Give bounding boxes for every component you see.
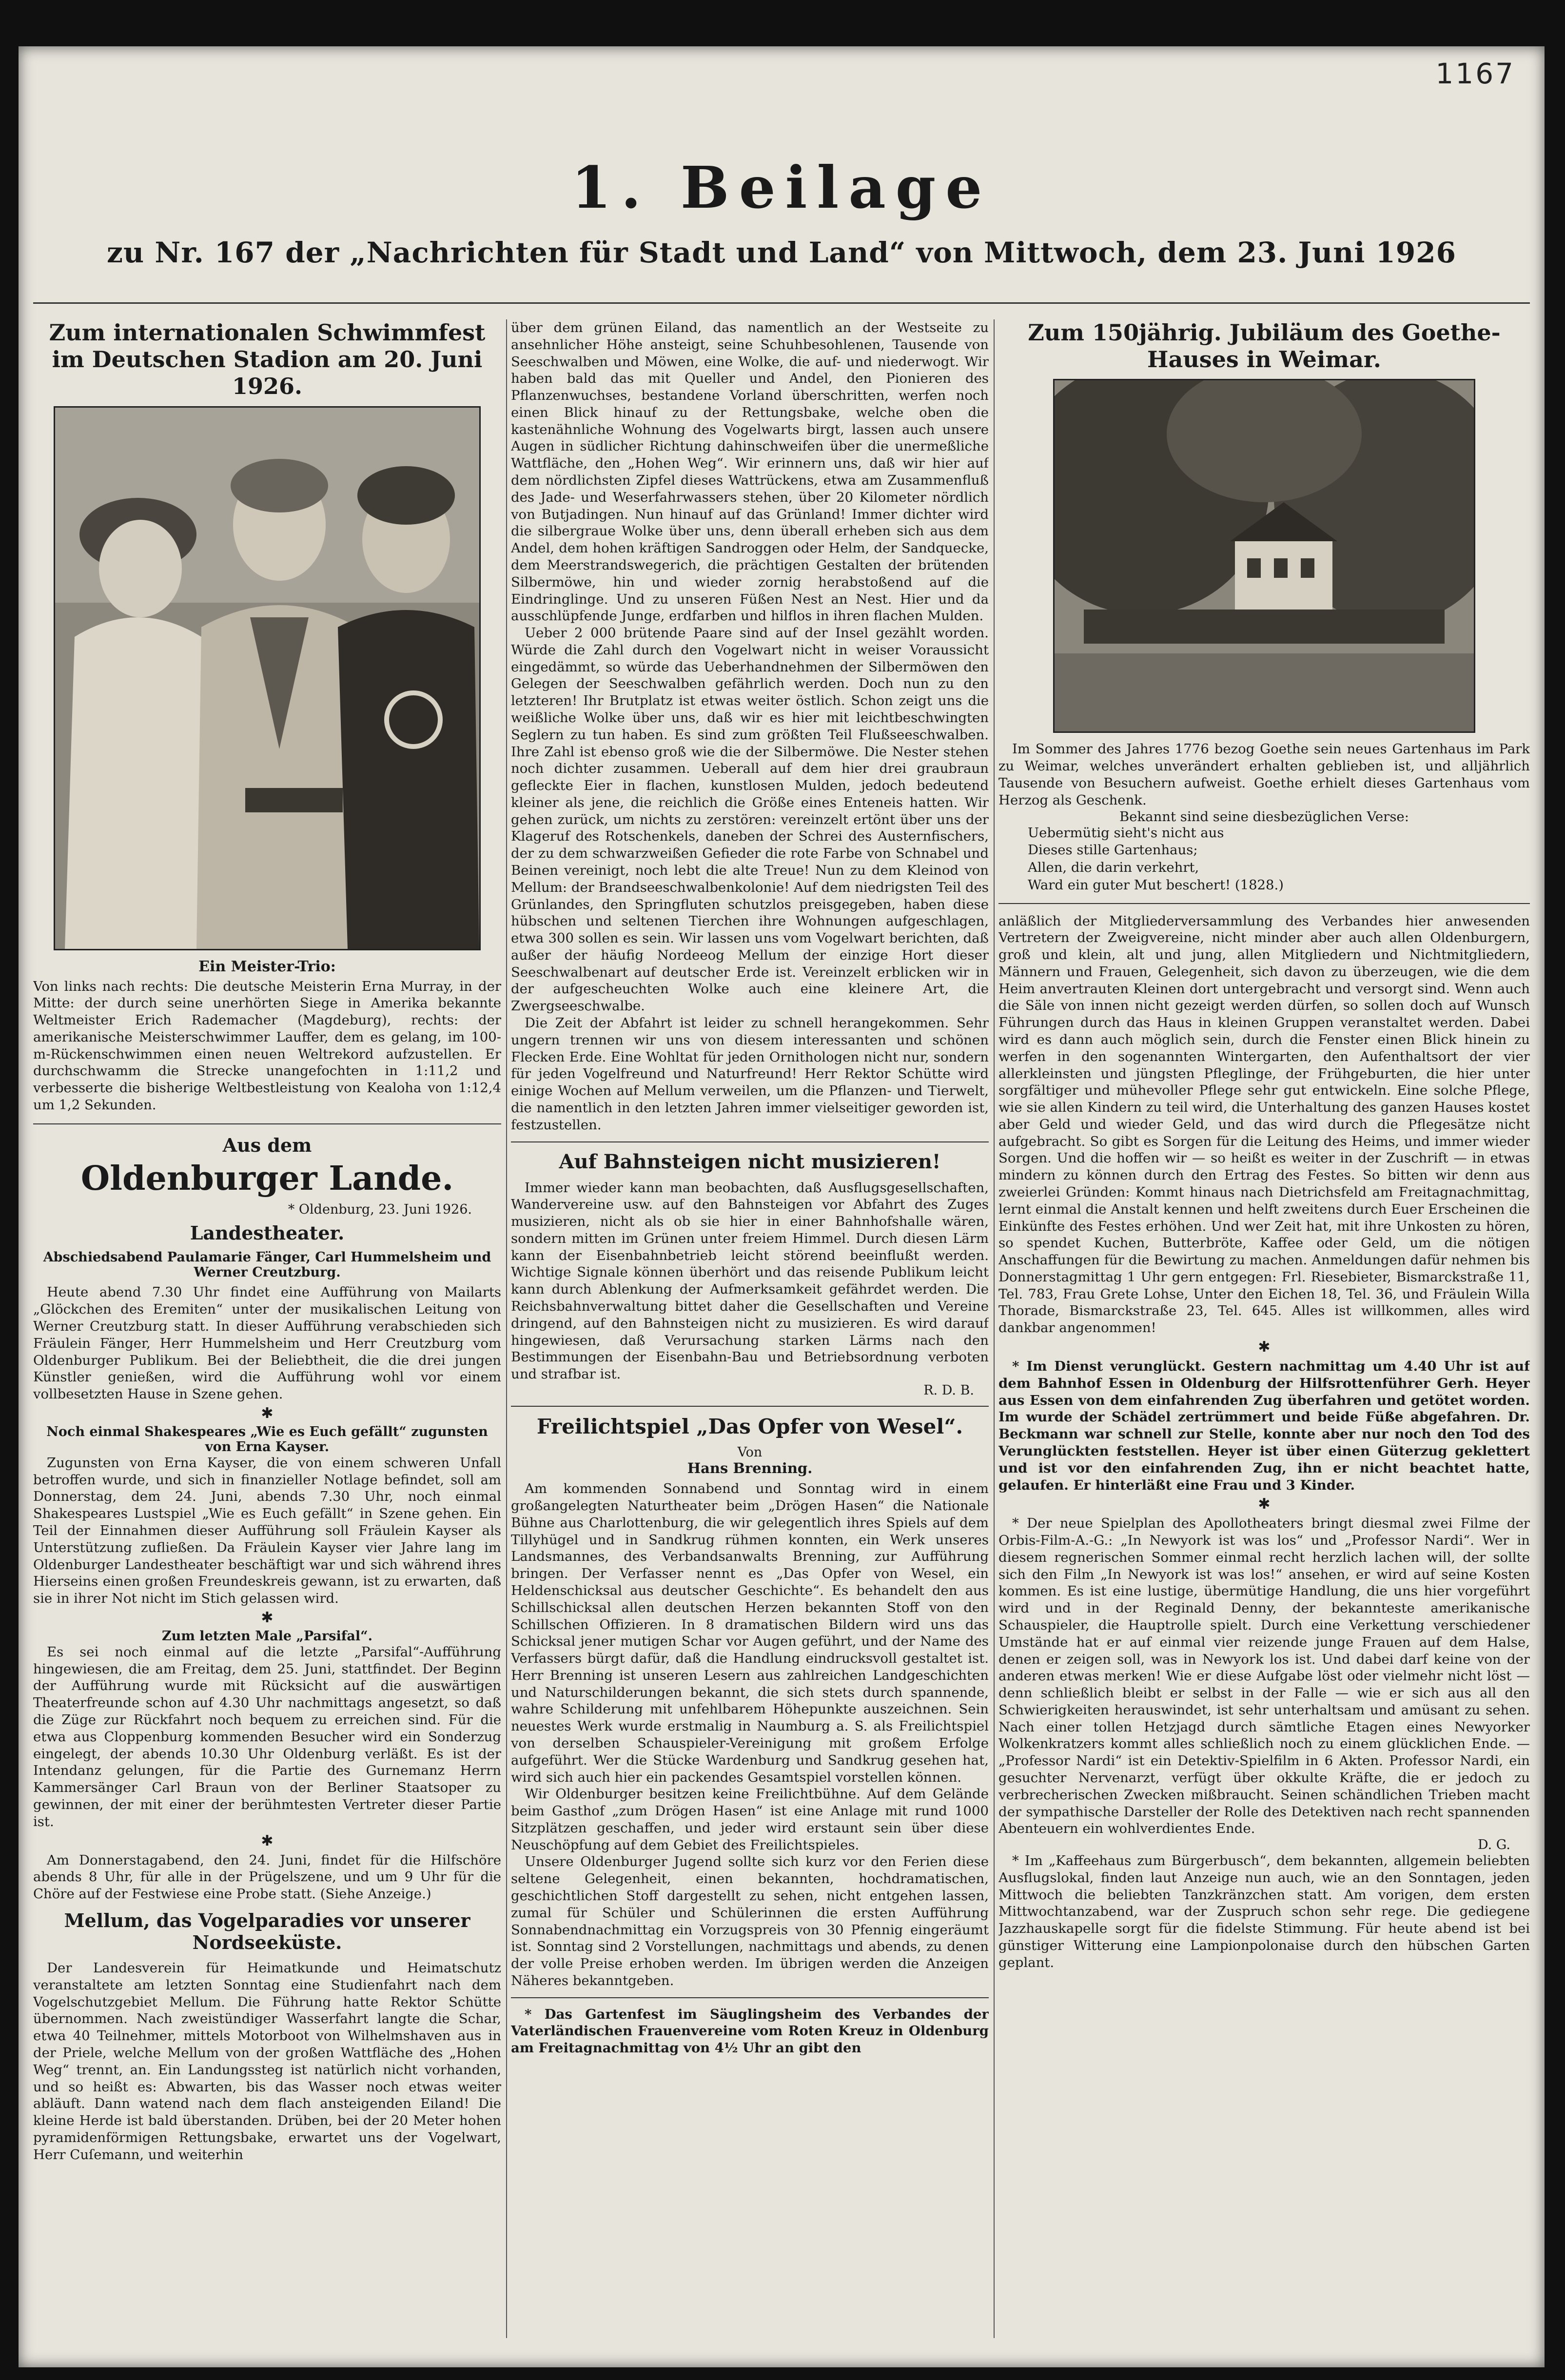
bahnsteig-headline: Auf Bahnsteigen nicht musizieren! — [559, 1150, 941, 1173]
wesel-von: Von — [737, 1445, 763, 1460]
goethe-headline: Zum 150jährig. Jubiläum des Goethe-Hauses in Weimar. — [1028, 319, 1501, 373]
theater-subhead: Abschiedsabend Paulamarie Fänger, Carl Hummelsheim und Werner Creutzburg. — [43, 1250, 491, 1280]
photo-caption-title: Ein Meister-Trio: — [198, 958, 336, 975]
theater-paragraph: Heute abend 7.30 Uhr findet eine Aufführung von Mailarts „Glöckchen des Eremiten“ unter der musikalischen Leitung von Werner Creutzburg statt. In dieser Aufführung verabschieden sich Fräulein Fänger, Herr Hummelsheim und Herr Creutzburg vom Oldenburger Publikum. Bei der Beliebtheit, die die drei jungen Künstler genießen, wird die Aufführung wohl vor einem vollbesetzten Hause in Szene gehen. — [33, 1284, 501, 1402]
page-number: 1167 — [1435, 57, 1515, 90]
supplement-title: 1. Beilage — [571, 154, 992, 221]
accident-paragraph: * Im Dienst verunglückt. Gestern nachmittag um 4.40 Uhr ist auf dem Bahnhof Essen in Oldenburg der Hilfsrottenführer Gerh. Heyer aus Essen von dem einfahrenden Zug überfahren und getötet worden. Im wurde der Schädel zertrümmert und beide Füße abgefahren. Dr. Beckmann war schnell zur Stelle, konnte aber nur noch den Tod des Verunglückten feststellen. Heyer ist über einen Güterzug geklettert und ist vor den einfahrenden Zug, ihn er nicht beachtet hatte, gelaufen. Er hinterläßt eine Frau und 3 Kinder. — [998, 1358, 1530, 1493]
apollotheater-signature: D. G. — [1477, 1837, 1510, 1853]
mellum-paragraph: Der Landesverein für Heimatkunde und Heimatschutz veranstaltete am letzten Sonntag eine Studienfahrt nach dem Vogelschutzgebiet Mellum. Die Führung hatte Rektor Schütte übernommen. Nach zweistündiger Wasserfahrt langte die Schar, etwa 40 Teilnehmer, mittels Motorboot von Wilhelmshaven aus in der Priele, welche Mellum von der großen Wattfläche des „Hohen Weg“ trennt, an. Ein Landungssteg ist natürlich nicht vorhanden, und so heißt es: Abwarten, bis das Wasser noch etwas weiter abläuft. Dann watend nach dem flach ansteigenden Eiland! Die kleine Herde ist bald überstanden. Drüben, bei der 20 Meter hohen pyramidenförmigen Rettungsbake, erwartet uns der Vogelwart, Herr Cuſemann, und weiterhin — [33, 1960, 501, 2163]
separator-star: ✱ — [261, 1832, 274, 1849]
column-divider — [506, 319, 507, 2338]
bahnsteig-signature: R. D. B. — [923, 1382, 974, 1398]
swim-headline: Zum internationalen Schwimmfest im Deutschen Stadion am 20. Juni 1926. — [49, 319, 486, 400]
swimmers-photo — [54, 406, 481, 950]
section-rule — [998, 903, 1530, 904]
separator-star: ✱ — [1258, 1338, 1271, 1356]
gartenfest-paragraph: * Das Gartenfest im Säuglingsheim des Verbandes der Vaterländischen Frauenvereine vom Roten Kreuz in Oldenburg am Freitagnachmittag von 4½ Uhr an gibt den — [511, 2006, 989, 2056]
gartenfest-cont-paragraph: anläßlich der Mitgliederversammlung des Verbandes hier anwesenden Vertretern der Zweigvereine, nicht minder aber auch allen Oldenburgern, groß und klein, alt und jung, allen Mitgliedern und Nichtmitgliedern, Männern und Frauen, Gelegenheit, sich davon zu überzeugen, wie die dem Heim anvertrauten Kleinen dort untergebracht und versorgt sind. Wenn auch die Säle von innen nicht gezeigt werden dürfen, so sollen doch auf Wunsch Führungen durch das Haus in kleinen Gruppen veranstaltet werden. Dabei wird es dann auch möglich sein, durch die Fenster einen Blick hinein zu werfen in den sogenannten Wintergarten, den Aufenthaltsort der vier allerkleinsten und jüngsten Pfleglinge, der Frühgeburten, die hier unter sorgfältiger und mühevoller Pflege sehr gut entwickeln. Eine solche Pflege, wie sie allen Kindern zu teil wird, die Unterhaltung des ganzen Hauses kostet aber Geld und wieder Geld, und das wird durch die Pflegesätze nicht aufgebracht. So gibt es Sorgen für die Leitung des Heims, und immer wieder Sorgen. Und die hoffen wir — so heißt es weiter in der Zuschrift — in etwas mindern zu können durch den Ertrag des Festes. So bitten wir denn aus zweierlei Gründen: Kommt hinaus nach Dietrichsfeld am Freitagnachmittag, lernt einmal die Anstalt kennen und helft zweitens durch Euer Erscheinen die Einkünfte des Festes erhöhen. Und wer Zeit hat, mit ihre Unkosten zu hören, so spendet Kuchen, Butterbröte, Kaffee oder Geld, um die nötigen Anschaffungen für die Bewirtung zu machen. Anmeldungen dafür nehmen bis Donnerstagmittag 1 Uhr gern entgegen: Frl. Riesebieter, Bismarckstraße 11, Tel. 783, Frau Grete Lohse, Unter den Eichen 18, Tel. 36, und Fräulein Willa Thorade, Bismarckstraße 23, Tel. 645. Alles ist willkommen, alles wird dankbar angenommen! — [998, 913, 1530, 1336]
mellum-paragraph-2: Ueber 2 000 brütende Paare sind auf der Insel gezählt worden. Würde die Zahl durch den Vogelwart nicht in weiser Voraussicht eingedämmt, so würde das Ueberhandnehmen der Silbermöwen den Gelegen der Seeschwalben gefährlich werden. Doch nun zu den letzteren! Ihr Brutplatz ist etwas weiter östlich. Schon zeigt uns die weißliche Wolke über uns, daß wir es hier mit leichtbeschwingten Seglern zu tun haben. Es sind zum größten Teil Flußseeschwalben. Ihre Zahl ist ebenso groß wie die der Silbermöwe. Die Nester stehen noch dichter zusammen. Ueberall auf dem hier drei graubraun gefleckte Eier in flachen, kunstlosen Mulden, jedoch bedeutend kleiner als jene, die reichlich die Größe eines Enteneis hatten. Wir gehen zurück, um nichts zu zerstören: vereinzelt ertönt über uns der Klageruf des Rotschenkels, daneben der Schrei des Austernfischers, der zu dem schwarzweißen Gefieder die rote Farbe von Schnabel und Beinen vereinigt, noch lebt die alte Treue! Nun zu dem Kleinod von Mellum: der Brandseeschwalbenkolonie! Auf dem niedrigsten Teil des Grünlandes, den Springfluten schutzlos preisgegeben, haben diese hübschen und seltenen Tierchen ihre Wohnungen aufgeschlagen, etwa 300 sollen es sein. Wir lassen uns vom Vogelwart berichten, daß außer der häufig Nordeeog Mellum der einzige Hort dieser Seeschwalbenart auf deutscher Erde ist. Vereinzelt erblicken wir in der aufgescheuchten Wolke auch eine kleinere Art, die Zwergseeschwalbe. — [511, 625, 989, 1014]
bahnsteig-paragraph: Immer wieder kann man beobachten, daß Ausflugsgesellschaften, Wandervereine usw. auf den Bahnsteigen vor Abfahrt des Zuges musizieren, nicht als ob sie hier in einer Bahnhofshalle wären, sondern mitten im Grünen unter freiem Himmel. Durch diesen Lärm kann der Eisenbahnbetrieb leicht störend beeinflußt werden. Wichtige Signale können überhört und das reisende Publikum leicht kann durch Ablenkung der Aufmerksamkeit gefährdet werden. Die Reichsbahnverwaltung bittet daher die Gesellschaften und Vereine dringend, auf den Bahnsteigen nicht zu musizieren. Es wird darauf hingewiesen, daß Verursachung starken Lärms nach den Bestimmungen der Eisenbahn-Bau und Betriebsordnung verboten und strafbar ist. — [511, 1180, 989, 1382]
wesel-paragraph-1: Am kommenden Sonnabend und Sonntag wird in einem großangelegten Naturtheater beim „Drögen Hasen“ die Nationale Bühne aus Charlottenburg, die wir gelegentlich ihres Spiels auf dem Tillyhügel und in Sandkrug rühmen konnten, ein Werk unseres Landsmannes, des Verbandsanwalts Brenning, zur Aufführung bringen. Der Verfasser nennt es „Das Opfer von Wesel, ein Heldenschicksal aus deutscher Geschichte“. Es behandelt den aus Schillschicksal allen deutschen Herzen bekannten Stoff von den Schillschen Offizieren. In 8 dramatischen Bildern wird uns das Schicksal jener mutigen Schar vor Augen geführt, und der Name des Verfassers bürgt dafür, daß die Handlung eindrucksvoll gestaltet ist. Herr Brenning ist unseren Lesern aus zahlreichen Landgeschichten und Naturschilderungen bekannt, die sich stets durch spannende, wahre Schilderung mit unfehlbarem Höhepunkte auszeichnen. Sein neuestes Werk wurde erstmalig in Naumburg a. S. als Freilichtspiel von derselben Schauspieler-Vereinigung mit großem Erfolge aufgeführt. Wer die Stücke Wardenburg und Sandkrug gesehen hat, wird sich auch hier ein packendes Gesamtspiel vorstellen können. — [511, 1481, 989, 1785]
mellum-headline: Mellum, das Vogelparadies vor unserer Nordseeküste. — [64, 1909, 470, 1954]
separator-star: ✱ — [261, 1609, 274, 1626]
shakespeare-paragraph: Zugunsten von Erna Kayser, die von einem schweren Unfall betroffen wurde, und sich in finanzieller Notlage befindet, soll am Donnerstag, dem 24. Juni, abends 7.30 Uhr, noch einmal Shakespeares Lustspiel „Wie es Euch gefällt“ in Szene gehen. Ein Teil der Einnahmen dieser Aufführung soll Fräulein Kayser als Unterstützung zufließen. Da Fräulein Kayser vier Jahre lang im Oldenburger Landestheater beschäftigt war und sich während ihres Hierseins einen großen Freundeskreis gewann, ist zu erwarten, daß sie in ihrer Not nicht im Stich gelassen wird. — [33, 1455, 501, 1607]
section-rule — [511, 1141, 989, 1142]
column-1 — [33, 319, 501, 2338]
supplement-subtitle: zu Nr. 167 der „Nachrichten für Stadt und Land“ von Mittwoch, dem 23. Juni 1926 — [107, 236, 1456, 269]
apollotheater-paragraph: * Der neue Spielplan des Apollotheaters bringt diesmal zwei Filme der Orbis-Film-A.-G.: „In Newyork ist was los“ und „Professor Nardi“. Wer in diesem regnerischen Sommer einmal recht herzlich lachen will, der sollte sich den Film „In Newyork ist was los!“ ansehen, er wird auf seine Kosten kommen. Es ist eine lustige, übermütige Handlung, die uns hier vorgeführt wird und in der Reginald Denny, der bekannteste amerikanische Schauspieler, die Hauptrolle spielt. Durch eine Verkettung verschiedener Umstände hat er auf einmal vier reizende junge Frauen auf dem Halse, denen er zeigen soll, was in Newyork los ist. Und dabei darf keine von der anderen etwas merken! Wie er diese Aufgabe löst oder vielmehr nicht löst — denn schließlich bleibt er selbst in der Falle — wie er sich aus all den Schwierigkeiten herauswindet, ist sehr unterhaltsam und amüsant zu sehen. Nach einer tollen Hetzjagd durch sämtliche Etagen eines Newyorker Wolkenkratzers kommt alles schließlich noch zu einem glücklichen Ende. — „Professor Nardi“ ist ein Detektiv-Spielfilm in 6 Akten. Professor Nardi, ein gesuchter Nervenarzt, verfügt über okkulte Kräfte, die er jedoch zu verbrecherischen Zwecken mißbraucht. Seinen schändlichen Trieben macht der sympathische Darsteller der Rolle des Detektiven nach recht spannenden Abenteuern ein wohlverdientes Ende. — [998, 1515, 1530, 1837]
kaffeehaus-paragraph: * Im „Kaffeehaus zum Bürgerbusch“, dem bekannten, allgemein beliebten Ausflugslokal, finden laut Anzeige nun auch, wie an den Sonntagen, jeden Mittwoch die beliebten Tanzkränzchen statt. Am vorigen, dem ersten Mittwochtanzabend, war der Zuspruch schon sehr rege. Die gediegene Jazzhauskapelle sorgt für die fidelste Stimmung. Für heute abend ist bei günstiger Witterung eine Lampionpolonaise durch den hübschen Garten geplant. — [998, 1853, 1530, 1970]
photo-caption: Von links nach rechts: Die deutsche Meisterin Erna Murray, in der Mitte: der durch seine unerhörten Siege in Amerika bekannte Weltmeister Erich Rademacher (Magdeburg), rechts: der amerikanische Meisterschwimmer Lauffer, dem es gelang, im 100-m-Rückenschwimmen einen neuen Weltrekord aufzustellen. Er durchschwamm die Strecke unangefochten in 1:11,2 und verbesserte die bisherige Weltbestleistung von Kealoha von 1:12,4 um 1,2 Sekunden. — [33, 978, 501, 1113]
goethe-verse-intro: Bekannt sind seine diesbezüglichen Verse: — [1119, 808, 1409, 825]
theater-headline: Landestheater. — [190, 1221, 345, 1244]
wesel-paragraph-3: Unsere Oldenburger Jugend sollte sich kurz vor den Ferien diese seltene Gelegenheit, einen bekannten, hochdramatischen, geschichtlichen Stoff dargestellt zu sehen, nicht entgehen lassen, zumal für Schüler und Schülerinnen die ersten Aufführung Sonnabendnachmittag ein Vorzugspreis von 30 Pfennig eingeräumt ist. Sonntag sind 2 Vorstellungen, nachmittags und abends, zu denen der volle Preise erhoben werden. Im übrigen werden die Anzeigen Näheres bekanntgeben. — [511, 1854, 989, 1988]
section-rule — [33, 1123, 501, 1124]
shakespeare-head: Noch einmal Shakespeares „Wie es Euch gefällt“ zugunsten von Erna Kayser. — [46, 1424, 488, 1455]
goethe-verse — [1028, 825, 1530, 894]
newspaper-page — [19, 46, 1545, 2367]
parsifal-paragraph: Es sei noch einmal auf die letzte „Parsifal“-Aufführung hingewiesen, die am Freitag, dem 25. Juni, stattfindet. Der Beginn der Aufführung wurde mit Rücksicht auf die auswärtigen Theaterfreunde schon auf 4.30 Uhr nachmittags angesetzt, so daß die Züge zur Rückfahrt noch bequem zu erreichen sind. Für die etwa aus Cloppenburg kommenden Besucher wird ein Sonderzug eingelegt, der abends 10.30 Uhr Oldenburg verläßt. Es ist der Intendanz gelungen, für die Partie des Gurnemanz Herrn Kammersänger Carl Braun von der Berliner Staatsoper zu gewinnen, der mit einer der berühmtesten Vertreter dieser Partie ist. — [33, 1644, 501, 1829]
column-3 — [998, 319, 1530, 2338]
section-rule — [511, 1406, 989, 1407]
column-divider — [994, 319, 995, 2338]
masthead-rule — [33, 302, 1530, 304]
section-rule — [511, 1997, 989, 1998]
verse-line: Dieses stille Gartenhaus; — [1028, 842, 1198, 858]
masthead — [19, 154, 1545, 269]
wesel-author: Hans Brenning. — [687, 1460, 813, 1477]
separator-star: ✱ — [1258, 1495, 1271, 1513]
parsifal-head: Zum letzten Male „Parsifal“. — [161, 1628, 373, 1644]
goethe-house-image — [1055, 380, 1474, 731]
mellum-cont-paragraph: über dem grünen Eiland, das namentlich an der Westseite zu ansehnlicher Höhe ansteigt, seine Schuhbesohlenen, Tausende von Seeschwalben und Möwen, eine Wolke, die auf- und niederwogt. Wir haben bald das mit Queller und Andel, den Pionieren des Pflanzenwuchses, bestandene Vorland überschritten, werfen noch einen Blick hinauf zu der Rettungsbake, welche oben die kastenähnliche Wohnung des Vogelwarts birgt, lassen auch unsere Augen in südlicher Richtung dahinschweifen über die unermeßliche Wattfläche, den „Hohen Weg“. Wir erinnern uns, daß wir hier auf dem nördlichsten Zipfel dieses Wattrückens, etwa am Zusammenfluß des Jade- und Weserfahrwassers stehen, über 20 Kilometer nördlich von Butjadingen. Nun hinauf auf das Grünland! Immer dichter wird die silbergraue Wolke über uns, denn überall erheben sich aus dem Andel, dem hohen kräftigen Sandroggen oder Helm, der Sandquecke, dem Meerstrandswegerich, die prächtigen Gestalten der brütenden Silbermöwe, hin und wieder zornig herabstoßend auf die Eindringlinge. Und zu unseren Füßen Nest an Nest. Hier und da ausschlüpfende Junge, erdfarben und hilflos in ihren flachen Mulden. — [511, 320, 989, 624]
rehearsal-paragraph: Am Donnerstagabend, den 24. Juni, findet für die Hilfschöre abends 8 Uhr, für alle in der Prügelszene, und um 9 Uhr für die Chöre auf der Festwiese eine Probe statt. (Siehe Anzeige.) — [33, 1852, 501, 1902]
separator-star: ✱ — [261, 1404, 274, 1422]
verse-line: Uebermütig sieht's nicht aus — [1028, 825, 1224, 841]
column-2 — [511, 319, 989, 2338]
verse-line: Ward ein guter Mut beschert! (1828.) — [1028, 877, 1284, 893]
swimmers-photo-image — [55, 408, 479, 949]
wesel-paragraph-2: Wir Oldenburger besitzen keine Freilichtbühne. Auf dem Gelände beim Gasthof „zum Drögen Hasen“ ist eine Anlage mit rund 1000 Sitzplätzen geschaffen, und jeder wird erstaunt sein über diese Neuschöpfung auf dem Gebiet des Freilichtspieles. — [511, 1786, 989, 1853]
verse-line: Allen, die darin verkehrt, — [1028, 860, 1199, 875]
section-pre: Aus dem — [222, 1134, 312, 1156]
wesel-headline: Freilichtspiel „Das Opfer von Wesel“. — [536, 1414, 963, 1438]
goethe-house-photo — [1053, 379, 1475, 733]
section-title: Oldenburger Lande. — [80, 1159, 454, 1198]
goethe-paragraph: Im Sommer des Jahres 1776 bezog Goethe sein neues Gartenhaus im Park zu Weimar, welches unverändert erhalten geblieben ist, und alljährlich Tausende von Besuchern aufweist. Goethe erhielt dieses Gartenhaus vom Herzog als Geschenk. — [998, 741, 1530, 808]
mellum-paragraph-3: Die Zeit der Abfahrt ist leider zu schnell herangekommen. Sehr ungern trennen wir uns von diesem interessanten und schönen Flecken Erde. Eine Wohltat für jeden Ornithologen nicht nur, sondern für jeden Vogelfreund und Naturfreund! Herr Rektor Schütte wird einige Wochen auf Mellum verweilen, um die Pflanzen- und Tierwelt, die namentlich in den letzten Jahren immer vielseitiger geworden ist, festzustellen. — [511, 1015, 989, 1133]
dateline: * Oldenburg, 23. Juni 1926. — [288, 1201, 472, 1217]
